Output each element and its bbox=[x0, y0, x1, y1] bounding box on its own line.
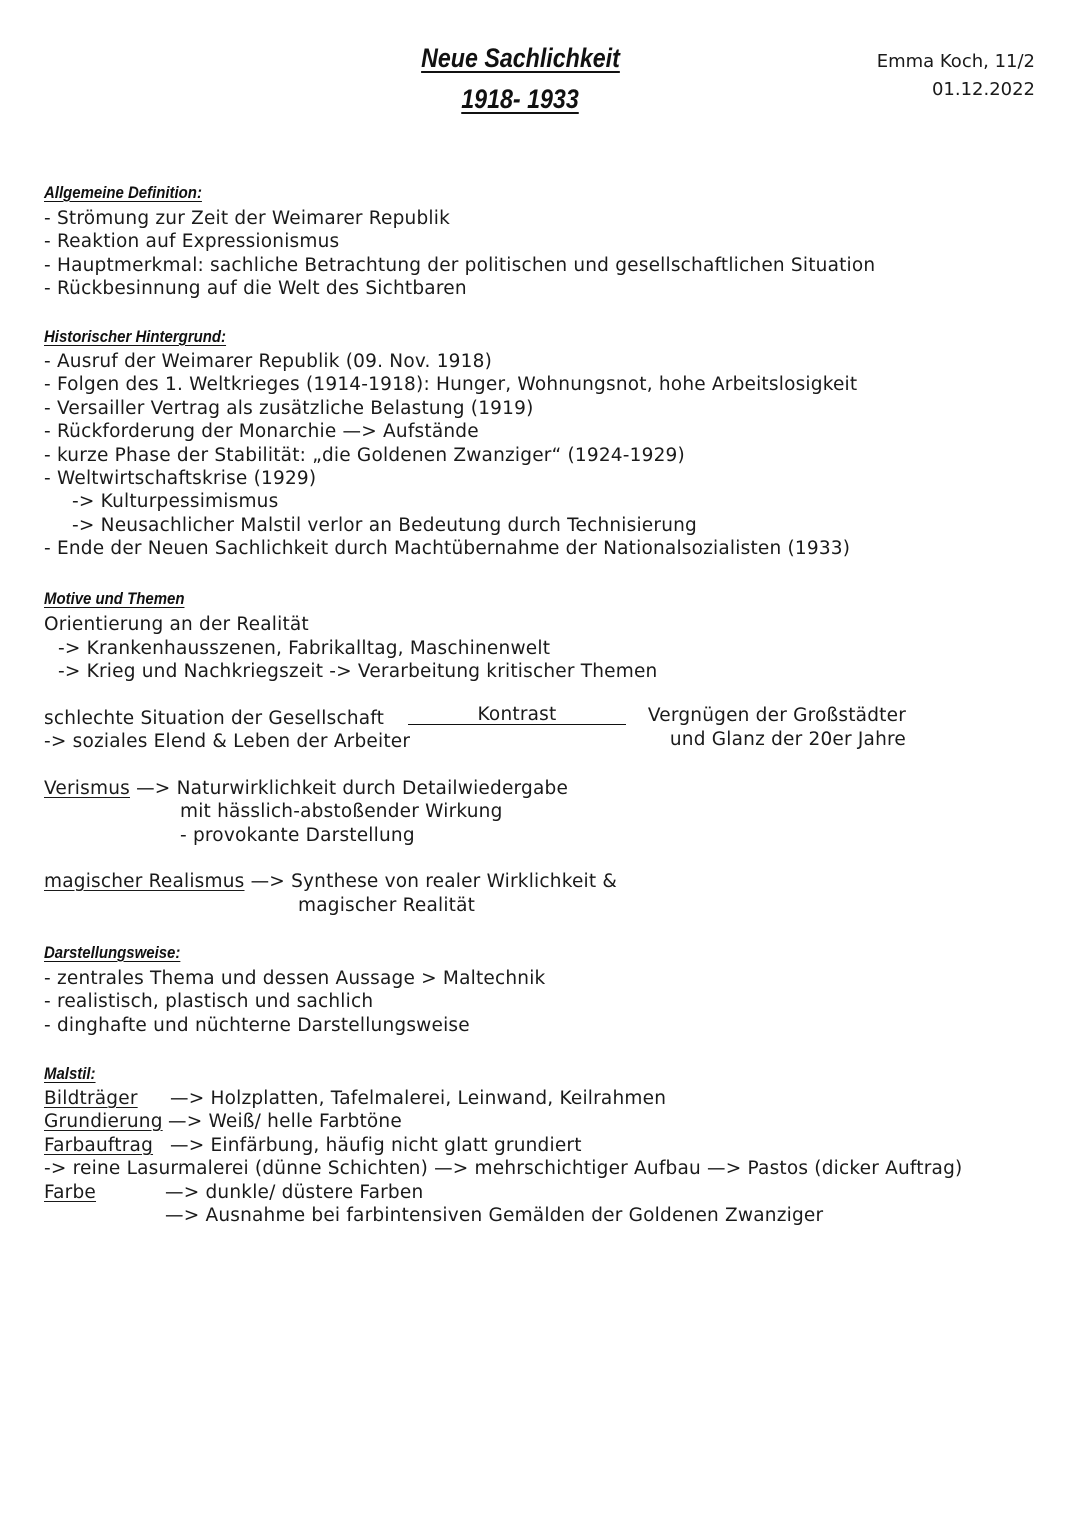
magic-realism-term: magischer Realismus bbox=[44, 871, 245, 892]
history-item: - Weltwirtschaftskrise (1929) bbox=[44, 468, 317, 489]
verismus-term: Verismus bbox=[44, 778, 130, 799]
section-heading-motives: Motive und Themen bbox=[44, 589, 185, 608]
contrast-label: Kontrast bbox=[477, 704, 557, 725]
style-term-farbauftrag: Farbauftrag bbox=[44, 1135, 154, 1156]
author-class: Emma Koch, 11/2 bbox=[876, 51, 1035, 72]
history-item: - kurze Phase der Stabilität: „die Goldenen Zwanziger“ (1924-1929) bbox=[44, 445, 685, 466]
section-heading-style: Malstil: bbox=[44, 1064, 96, 1083]
magic-realism-row bbox=[44, 870, 617, 893]
definition-item: - Reaktion auf Expressionismus bbox=[44, 231, 340, 252]
document-title: Neue Sachlichkeit bbox=[421, 43, 620, 73]
presentation-item: - dinghafte und nüchterne Darstellungsweise bbox=[44, 1015, 470, 1036]
style-term-grundierung: Grundierung bbox=[44, 1111, 163, 1132]
document-years: 1918- 1933 bbox=[461, 84, 579, 114]
presentation-item: - realistisch, plastisch und sachlich bbox=[44, 991, 374, 1012]
magic-realism-line: magischer Realität bbox=[298, 895, 476, 916]
verismus-row bbox=[44, 777, 568, 800]
contrast-left-line2: -> soziales Elend & Leben der Arbeiter bbox=[44, 731, 411, 752]
contrast-right-line2: und Glanz der 20er Jahre bbox=[669, 729, 906, 750]
style-text: —> dunkle/ düstere Farben bbox=[165, 1182, 424, 1203]
style-text: —> Ausnahme bei farbintensiven Gemälden der Goldenen Zwanziger bbox=[165, 1205, 824, 1226]
style-text: —> Einfärbung, häufig nicht glatt grundiert bbox=[170, 1135, 582, 1156]
definition-item: - Hauptmerkmal: sachliche Betrachtung der politischen und gesellschaftlichen Situation bbox=[44, 255, 876, 276]
style-text: —> Weiß/ helle Farbtöne bbox=[168, 1111, 402, 1132]
magic-realism-line: Synthese von realer Wirklichkeit & bbox=[291, 871, 618, 892]
history-item: - Versailler Vertrag als zusätzliche Belastung (1919) bbox=[44, 398, 534, 419]
verismus-line: mit hässlich-abstoßender Wirkung bbox=[180, 801, 503, 822]
verismus-line: - provokante Darstellung bbox=[180, 825, 415, 846]
arrow-icon: —> bbox=[136, 778, 171, 799]
history-subitem: -> Kulturpessimismus bbox=[72, 491, 279, 512]
section-heading-history: Historischer Hintergrund: bbox=[44, 327, 227, 346]
history-item: - Rückforderung der Monarchie —> Aufstände bbox=[44, 421, 479, 442]
definition-item: - Strömung zur Zeit der Weimarer Republik bbox=[44, 208, 450, 229]
section-heading-presentation: Darstellungsweise: bbox=[44, 943, 181, 962]
history-subitem: -> Neusachlicher Malstil verlor an Bedeutung durch Technisierung bbox=[72, 515, 697, 536]
history-item: - Ende der Neuen Sachlichkeit durch Machtübernahme der Nationalsozialisten (1933) bbox=[44, 538, 851, 559]
definition-item: - Rückbesinnung auf die Welt des Sichtbaren bbox=[44, 278, 467, 299]
motives-item: -> Krieg und Nachkriegszeit -> Verarbeitung kritischer Themen bbox=[58, 661, 658, 682]
style-text: —> Holzplatten, Tafelmalerei, Leinwand, Keilrahmen bbox=[170, 1088, 667, 1109]
verismus-line: Naturwirklichkeit durch Detailwiedergabe bbox=[176, 778, 569, 799]
style-term-farbe: Farbe bbox=[44, 1182, 97, 1203]
motives-intro: Orientierung an der Realität bbox=[44, 614, 309, 635]
history-item: - Folgen des 1. Weltkrieges (1914-1918): Hunger, Wohnungsnot, hohe Arbeitslosigkeit bbox=[44, 374, 858, 395]
contrast-right-line1: Vergnügen der Großstädter bbox=[647, 705, 906, 726]
motives-item: -> Krankenhausszenen, Fabrikalltag, Maschinenwelt bbox=[58, 638, 551, 659]
style-text: -> reine Lasurmalerei (dünne Schichten) —> mehrschichtiger Aufbau —> Pastos (dicker Auftrag) bbox=[44, 1158, 963, 1179]
contrast-left-line1: schlechte Situation der Gesellschaft bbox=[44, 708, 385, 729]
presentation-item: - zentrales Thema und dessen Aussage > Maltechnik bbox=[44, 968, 546, 989]
arrow-icon: —> bbox=[250, 871, 285, 892]
section-heading-definition: Allgemeine Definition: bbox=[44, 183, 202, 202]
document-date: 01.12.2022 bbox=[931, 79, 1035, 100]
style-term-bildtraeger: Bildträger bbox=[44, 1088, 138, 1109]
history-item: - Ausruf der Weimarer Republik (09. Nov. 1918) bbox=[44, 351, 493, 372]
